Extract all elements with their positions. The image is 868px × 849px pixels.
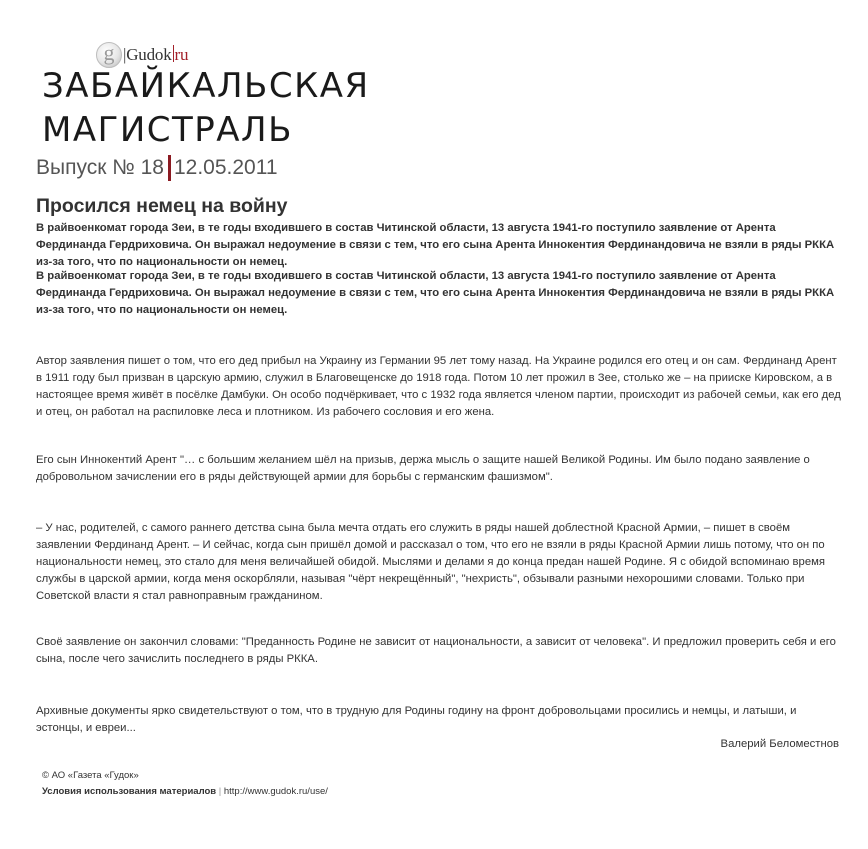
logo-tld: ru <box>174 45 189 64</box>
article-paragraph: Его сын Иннокентий Арент "… с большим желанием шёл на призыв, держа мысль о защите нашей Великой Родины. Им было подано заявление о добровольном зачислении его в ряды действующей армии для борьбы с германским фашизмом". <box>36 454 810 483</box>
issue-number: Выпуск № 18 <box>36 156 164 179</box>
article-author: Валерий Беломестнов <box>720 738 839 750</box>
logo-brand: Gudok <box>126 45 172 64</box>
footer-terms-row <box>42 784 328 800</box>
article-lead: В райвоенкомат города Зеи, в те годы входившего в состав Читинской области, 13 августа 1941-го поступило заявление от Арента Фердинанда Гердриховича. Он выражал недоумение в связи с тем, что его сына Арента Иннокентия Фердинандовича не взяли в ряды РККА из-за того, что по национальности он немец. <box>36 222 835 268</box>
logo-wordmark: |Gudok ru <box>123 45 189 64</box>
article-paragraph: Своё заявление он закончил словами: "Преданность Родине не зависит от национальности, а зависит от человека". И предложил проверить себя и его сына, после чего зачислить последнего в ряды РККА. <box>36 636 836 665</box>
issue-separator <box>168 155 171 181</box>
issue-info <box>36 155 278 181</box>
footer-copyright: © АО «Газета «Гудок» <box>42 770 139 781</box>
terms-label: Условия использования материалов <box>42 786 217 797</box>
logo-divider <box>173 45 174 62</box>
newspaper-title-line2: МАГИСТРАЛЬ <box>42 110 293 150</box>
newspaper-title <box>42 64 370 152</box>
article-title: Просился немец на войну <box>36 195 288 217</box>
article-lead-repeat: В райвоенкомат города Зеи, в те годы входившего в состав Читинской области, 13 августа 1941-го поступило заявление от Арента Фердинанда Гердриховича. Он выражал недоумение в связи с тем, что его сына Арента Иннокентия Фердинандовича не взяли в ряды РККА из-за того, что по национальности он немец. <box>36 270 835 316</box>
footer <box>42 768 328 800</box>
article-paragraph: Автор заявления пишет о том, что его дед прибыл на Украину из Германии 95 лет тому назад. На Украине родился его отец и он сам. Фердинанд Арент в 1911 году был призван в царскую армию, служил в Благовещенске до 1918 года. Потом 10 лет прожил в Зее, столько же – на прииске Кировском, а в настоящее время живёт в посёлке Дамбуки. Он особо подчёркивает, что с 1932 года является членом партии, происходит из рабочей семьи, как его дед и отец, он работал на распиловке леса и плотником. Из рабочего сословия и его жена. <box>36 355 841 418</box>
article-paragraph: Архивные документы ярко свидетельствуют о том, что в трудную для Родины годину на фронт добровольцами просились и немцы, и латыши, и эстонцы, и евреи... <box>36 705 797 734</box>
gudok-g-icon: g <box>96 42 122 68</box>
footer-separator: | <box>218 786 222 797</box>
issue-date: 12.05.2011 <box>173 156 278 179</box>
newspaper-title-line1: ЗАБАЙКАЛЬСКАЯ <box>42 66 370 106</box>
article-paragraph: – У нас, родителей, с самого раннего детства сына была мечта отдать его служить в ряды нашей доблестной Красной Армии, – пишет в своём заявлении Фердинанд Арент. – И сейчас, когда сын пришёл домой и рассказал о том, что его не взяли в ряды Красной Армии лишь потому, что он по национальности немец, это стало для меня величайшей обидой. Мыслями и делами я до конца предан нашей Родине. Я с обидой вспоминаю время службы в царской армии, когда меня оскорбляли, называя "чёрт некрещённый", "нехристь", обзывали разными нехорошими словами. Только при Советской власти я стал равноправным гражданином. <box>36 522 825 602</box>
terms-link[interactable]: http://www.gudok.ru/use/ <box>223 786 328 797</box>
